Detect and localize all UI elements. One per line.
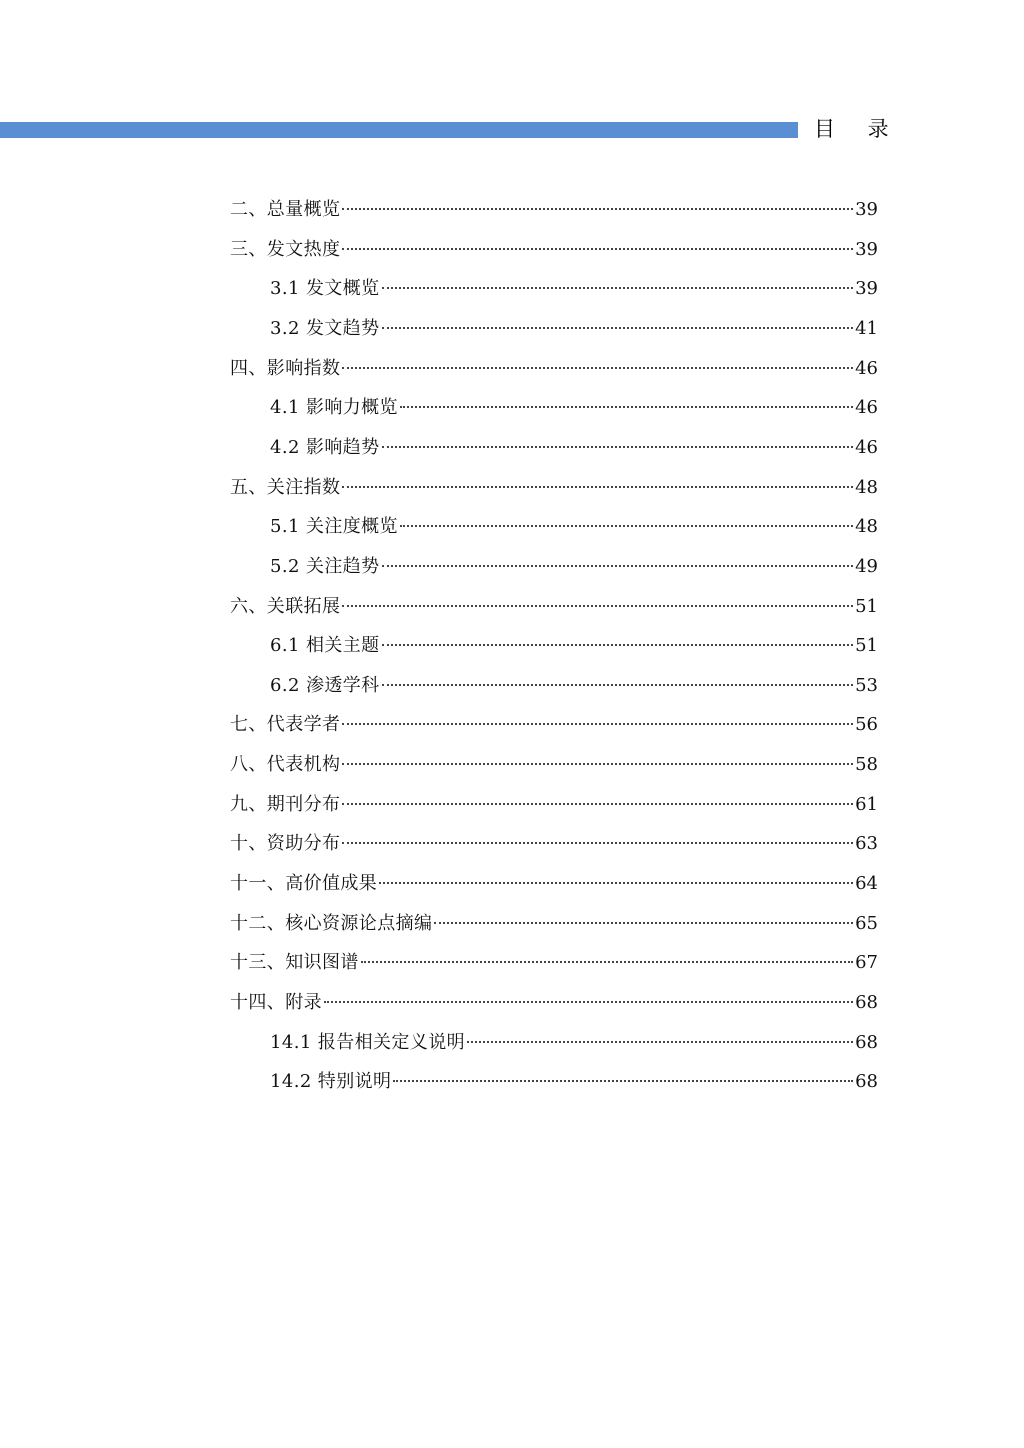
toc-dot-leader xyxy=(342,605,853,607)
toc-dot-leader xyxy=(379,882,853,884)
toc-entry[interactable] xyxy=(230,870,878,898)
toc-dot-leader xyxy=(382,644,854,646)
toc-entry[interactable] xyxy=(270,315,878,343)
toc-entry-label: 九、期刊分布 xyxy=(230,794,341,815)
toc-entry-label: 二、总量概览 xyxy=(230,199,341,220)
toc-dot-leader xyxy=(393,1080,853,1082)
toc-page-number: 46 xyxy=(855,358,878,379)
toc-entry[interactable] xyxy=(270,1068,878,1096)
toc-entry[interactable] xyxy=(230,474,878,502)
toc-dot-leader xyxy=(361,961,853,963)
toc-page-number: 58 xyxy=(855,754,878,775)
toc-dot-leader xyxy=(342,803,853,805)
toc-entry-label: 5.1 关注度概览 xyxy=(270,516,398,537)
toc-entry-label: 3.2 发文趋势 xyxy=(270,318,380,339)
toc-entry[interactable] xyxy=(270,1029,878,1057)
toc-entry-label: 七、代表学者 xyxy=(230,714,341,735)
toc-page-number: 41 xyxy=(855,318,878,339)
toc-entry[interactable] xyxy=(230,989,878,1017)
toc-entry-label: 十二、核心资源论点摘编 xyxy=(230,913,433,934)
toc-page-number: 46 xyxy=(855,397,878,418)
toc-entry[interactable] xyxy=(270,553,878,581)
toc-entry[interactable] xyxy=(270,275,878,303)
toc-dot-leader xyxy=(400,525,853,527)
toc-dot-leader xyxy=(382,287,854,289)
toc-entry-label: 3.1 发文概览 xyxy=(270,278,380,299)
toc-entry[interactable] xyxy=(270,632,878,660)
toc-dot-leader xyxy=(434,922,853,924)
toc-dot-leader xyxy=(342,723,853,725)
toc-page-number: 39 xyxy=(855,278,878,299)
toc-entry[interactable] xyxy=(230,791,878,819)
toc-entry-label: 六、关联拓展 xyxy=(230,596,341,617)
toc-entry[interactable] xyxy=(270,434,878,462)
toc-entry-label: 十三、知识图谱 xyxy=(230,952,359,973)
toc-dot-leader xyxy=(382,446,854,448)
toc-entry-label: 十四、附录 xyxy=(230,992,322,1013)
toc-entry[interactable] xyxy=(270,513,878,541)
toc-page-number: 39 xyxy=(855,199,878,220)
toc-dot-leader xyxy=(342,763,853,765)
toc-dot-leader xyxy=(467,1041,853,1043)
toc-dot-leader xyxy=(342,208,853,210)
toc-page-number: 48 xyxy=(855,477,878,498)
toc-entry[interactable] xyxy=(230,949,878,977)
toc-entry-label: 十、资助分布 xyxy=(230,833,341,854)
toc-entry[interactable] xyxy=(270,672,878,700)
toc-entry[interactable] xyxy=(230,196,878,224)
toc-page-number: 53 xyxy=(855,675,878,696)
toc-entry-label: 6.2 渗透学科 xyxy=(270,675,380,696)
toc-entry[interactable] xyxy=(270,394,878,422)
toc-page-number: 68 xyxy=(855,1071,878,1092)
toc-entry[interactable] xyxy=(230,830,878,858)
toc-dot-leader xyxy=(400,406,853,408)
toc-page-number: 68 xyxy=(855,1032,878,1053)
toc-page-number: 65 xyxy=(855,913,878,934)
toc-entry[interactable] xyxy=(230,355,878,383)
toc-entry[interactable] xyxy=(230,910,878,938)
toc-page-number: 61 xyxy=(855,794,878,815)
toc-entry[interactable] xyxy=(230,593,878,621)
toc-entry-label: 6.1 相关主题 xyxy=(270,635,380,656)
toc-page-number: 48 xyxy=(855,516,878,537)
toc-entry-label: 4.2 影响趋势 xyxy=(270,437,380,458)
toc-entry-label: 四、影响指数 xyxy=(230,358,341,379)
toc-dot-leader xyxy=(324,1001,853,1003)
toc-page-number: 49 xyxy=(855,556,878,577)
toc-page-number: 64 xyxy=(855,873,878,894)
toc-page-number: 51 xyxy=(855,635,878,656)
toc-entry-label: 5.2 关注趋势 xyxy=(270,556,380,577)
toc-dot-leader xyxy=(382,327,854,329)
toc-entry[interactable] xyxy=(230,711,878,739)
toc-page-number: 63 xyxy=(855,833,878,854)
toc-entry-label: 14.1 报告相关定义说明 xyxy=(270,1032,465,1053)
toc-dot-leader xyxy=(382,684,854,686)
toc-entry-label: 4.1 影响力概览 xyxy=(270,397,398,418)
toc-page-number: 68 xyxy=(855,992,878,1013)
toc-entry-label: 十一、高价值成果 xyxy=(230,873,378,894)
toc-entry-label: 14.2 特别说明 xyxy=(270,1071,392,1092)
page-title: 目 录 xyxy=(814,117,902,141)
toc-entry-label: 八、代表机构 xyxy=(230,754,341,775)
toc-dot-leader xyxy=(342,248,853,250)
toc-entry[interactable] xyxy=(230,236,878,264)
toc-entry[interactable] xyxy=(230,751,878,779)
toc-page-number: 56 xyxy=(855,714,878,735)
toc-dot-leader xyxy=(382,565,854,567)
toc-dot-leader xyxy=(342,486,853,488)
toc-dot-leader xyxy=(342,842,853,844)
toc-entry-label: 三、发文热度 xyxy=(230,239,341,260)
toc-entry-label: 五、关注指数 xyxy=(230,477,341,498)
toc-page-number: 39 xyxy=(855,239,878,260)
toc-page-number: 46 xyxy=(855,437,878,458)
toc-dot-leader xyxy=(342,367,853,369)
toc-page-number: 67 xyxy=(855,952,878,973)
toc-page-number: 51 xyxy=(855,596,878,617)
